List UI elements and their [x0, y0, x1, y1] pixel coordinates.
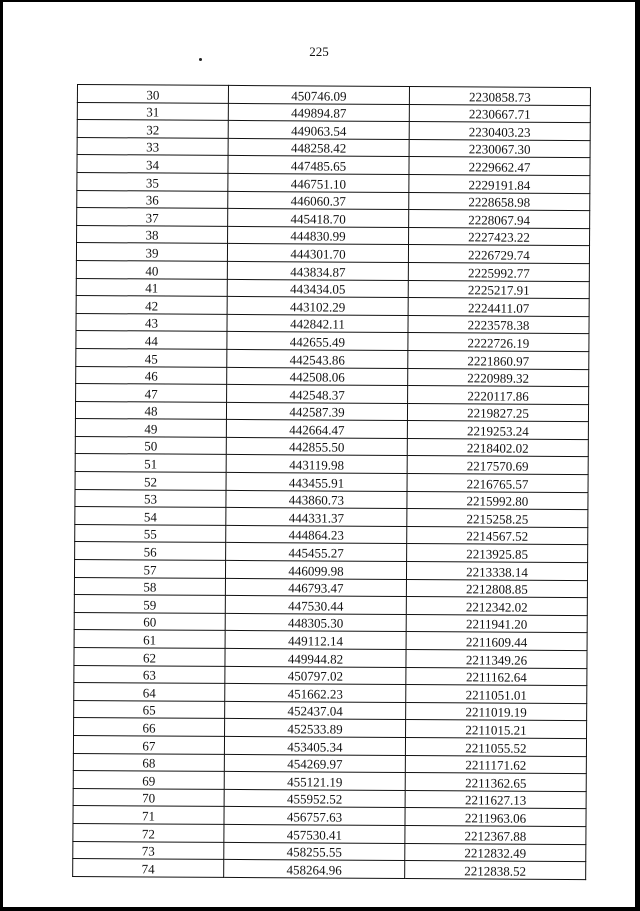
x-coordinate-cell: 456757.63 — [224, 807, 405, 826]
y-coordinate-cell: 2211609.44 — [406, 632, 587, 651]
point-number-cell: 68 — [73, 753, 224, 772]
y-coordinate-cell: 2229191.84 — [409, 174, 590, 193]
y-coordinate-cell: 2214567.52 — [407, 526, 588, 545]
y-coordinate-cell: 2222726.19 — [408, 333, 589, 352]
x-coordinate-cell: 450746.09 — [228, 85, 409, 104]
x-coordinate-cell: 448258.42 — [228, 138, 409, 157]
point-number-cell: 70 — [73, 788, 224, 807]
y-coordinate-cell: 2213925.85 — [407, 544, 588, 563]
point-number-cell: 47 — [76, 384, 227, 403]
point-number-cell: 72 — [73, 823, 224, 842]
x-coordinate-cell: 442587.39 — [226, 402, 407, 421]
x-coordinate-cell: 447485.65 — [228, 156, 409, 175]
y-coordinate-cell: 2225992.77 — [408, 262, 589, 281]
point-number-cell: 58 — [74, 577, 225, 596]
y-coordinate-cell: 2230067.30 — [409, 139, 590, 158]
x-coordinate-cell: 443119.98 — [226, 455, 407, 474]
point-number-cell: 31 — [77, 102, 228, 121]
y-coordinate-cell: 2211051.01 — [406, 685, 587, 704]
x-coordinate-cell: 443834.87 — [227, 261, 408, 280]
y-coordinate-cell: 2211019.19 — [406, 702, 587, 721]
point-number-cell: 38 — [77, 225, 228, 244]
y-coordinate-cell: 2211349.26 — [406, 650, 587, 669]
y-coordinate-cell: 2211362.65 — [405, 773, 586, 792]
y-coordinate-cell: 2223578.38 — [408, 315, 589, 334]
y-coordinate-cell: 2230403.23 — [409, 122, 590, 141]
point-number-cell: 52 — [75, 472, 226, 491]
coordinates-table-body — [73, 85, 591, 880]
point-number-cell: 66 — [74, 718, 225, 737]
y-coordinate-cell: 2216765.57 — [407, 474, 588, 493]
point-number-cell: 43 — [76, 313, 227, 332]
x-coordinate-cell: 450797.02 — [225, 666, 406, 685]
x-coordinate-cell: 445455.27 — [226, 543, 407, 562]
y-coordinate-cell: 2211055.52 — [405, 737, 586, 756]
y-coordinate-cell: 2211162.64 — [406, 667, 587, 686]
y-coordinate-cell: 2221860.97 — [408, 350, 589, 369]
x-coordinate-cell: 446751.10 — [228, 173, 409, 192]
table-row — [73, 859, 586, 880]
point-number-cell: 71 — [73, 806, 224, 825]
y-coordinate-cell: 2220117.86 — [408, 386, 589, 405]
y-coordinate-cell: 2226729.74 — [408, 245, 589, 264]
point-number-cell: 32 — [77, 120, 228, 139]
y-coordinate-cell: 2217570.69 — [407, 456, 588, 475]
y-coordinate-cell: 2212838.52 — [405, 861, 586, 880]
x-coordinate-cell: 448305.30 — [225, 613, 406, 632]
point-number-cell: 56 — [75, 542, 226, 561]
x-coordinate-cell: 443102.29 — [227, 297, 408, 316]
y-coordinate-cell: 2219253.24 — [407, 421, 588, 440]
x-coordinate-cell: 452533.89 — [225, 719, 406, 738]
x-coordinate-cell: 442508.06 — [227, 367, 408, 386]
point-number-cell: 35 — [77, 172, 228, 191]
x-coordinate-cell: 449112.14 — [225, 631, 406, 650]
x-coordinate-cell: 443455.91 — [226, 472, 407, 491]
point-number-cell: 51 — [75, 454, 226, 473]
point-number-cell: 63 — [74, 665, 225, 684]
point-number-cell: 41 — [76, 278, 227, 297]
y-coordinate-cell: 2211963.06 — [405, 808, 586, 827]
point-number-cell: 42 — [76, 296, 227, 315]
x-coordinate-cell: 449944.82 — [225, 648, 406, 667]
point-number-cell: 73 — [73, 841, 224, 860]
y-coordinate-cell: 2215992.80 — [407, 491, 588, 510]
y-coordinate-cell: 2211627.13 — [405, 790, 586, 809]
point-number-cell: 34 — [77, 155, 228, 174]
x-coordinate-cell: 449894.87 — [228, 103, 409, 122]
x-coordinate-cell: 442543.86 — [227, 349, 408, 368]
y-coordinate-cell: 2227423.22 — [409, 227, 590, 246]
page-number: 225 — [309, 44, 329, 59]
x-coordinate-cell: 442664.47 — [226, 420, 407, 439]
x-coordinate-cell: 446099.98 — [225, 560, 406, 579]
point-number-cell: 69 — [73, 771, 224, 790]
y-coordinate-cell: 2228658.98 — [409, 192, 590, 211]
point-number-cell: 53 — [75, 489, 226, 508]
y-coordinate-cell: 2219827.25 — [407, 403, 588, 422]
point-number-cell: 37 — [77, 208, 228, 227]
y-coordinate-cell: 2212367.88 — [405, 825, 586, 844]
point-number-cell: 54 — [75, 507, 226, 526]
point-number-cell: 61 — [74, 630, 225, 649]
y-coordinate-cell: 2212342.02 — [406, 597, 587, 616]
point-number-cell: 65 — [74, 700, 225, 719]
point-number-cell: 39 — [76, 243, 227, 262]
x-coordinate-cell: 444864.23 — [226, 525, 407, 544]
x-coordinate-cell: 453405.34 — [224, 736, 405, 755]
y-coordinate-cell: 2229662.47 — [409, 157, 590, 176]
x-coordinate-cell: 454269.97 — [224, 754, 405, 773]
x-coordinate-cell: 444331.37 — [226, 508, 407, 527]
y-coordinate-cell: 2212808.85 — [406, 579, 587, 598]
x-coordinate-cell: 457530.41 — [224, 824, 405, 843]
point-number-cell: 30 — [77, 85, 228, 104]
x-coordinate-cell: 455952.52 — [224, 789, 405, 808]
point-number-cell: 45 — [76, 348, 227, 367]
y-coordinate-cell: 2230667.71 — [409, 104, 590, 123]
y-coordinate-cell: 2228067.94 — [409, 210, 590, 229]
y-coordinate-cell: 2211941.20 — [406, 614, 587, 633]
y-coordinate-cell: 2224411.07 — [408, 298, 589, 317]
point-number-cell: 46 — [76, 366, 227, 385]
point-number-cell: 55 — [75, 524, 226, 543]
x-coordinate-cell: 455121.19 — [224, 772, 405, 791]
point-number-cell: 60 — [74, 612, 225, 631]
x-coordinate-cell: 458255.55 — [224, 842, 405, 861]
point-number-cell: 62 — [74, 647, 225, 666]
y-coordinate-cell: 2225217.91 — [408, 280, 589, 299]
point-number-cell: 57 — [74, 560, 225, 579]
scan-speck — [199, 58, 202, 61]
x-coordinate-cell: 442855.50 — [226, 437, 407, 456]
x-coordinate-cell: 458264.96 — [224, 860, 405, 879]
x-coordinate-cell: 445418.70 — [228, 209, 409, 228]
point-number-cell: 67 — [73, 735, 224, 754]
y-coordinate-cell: 2212832.49 — [405, 843, 586, 862]
point-number-cell: 48 — [75, 401, 226, 420]
point-number-cell: 74 — [73, 859, 224, 878]
document-page — [3, 2, 635, 907]
x-coordinate-cell: 444830.99 — [228, 226, 409, 245]
y-coordinate-cell: 2218402.02 — [407, 438, 588, 457]
y-coordinate-cell: 2211015.21 — [406, 720, 587, 739]
x-coordinate-cell: 442655.49 — [227, 332, 408, 351]
point-number-cell: 40 — [76, 260, 227, 279]
x-coordinate-cell: 444301.70 — [227, 244, 408, 263]
x-coordinate-cell: 446060.37 — [228, 191, 409, 210]
x-coordinate-cell: 447530.44 — [225, 596, 406, 615]
point-number-cell: 59 — [74, 595, 225, 614]
point-number-cell: 33 — [77, 137, 228, 156]
x-coordinate-cell: 442842.11 — [227, 314, 408, 333]
coordinates-table — [72, 84, 591, 880]
point-number-cell: 44 — [76, 331, 227, 350]
y-coordinate-cell: 2213338.14 — [406, 562, 587, 581]
x-coordinate-cell: 451662.23 — [225, 684, 406, 703]
point-number-cell: 64 — [74, 683, 225, 702]
x-coordinate-cell: 449063.54 — [228, 121, 409, 140]
x-coordinate-cell: 442548.37 — [227, 385, 408, 404]
x-coordinate-cell: 443860.73 — [226, 490, 407, 509]
point-number-cell: 36 — [77, 190, 228, 209]
y-coordinate-cell: 2215258.25 — [407, 509, 588, 528]
x-coordinate-cell: 446793.47 — [225, 578, 406, 597]
y-coordinate-cell: 2230858.73 — [409, 87, 590, 106]
y-coordinate-cell: 2220989.32 — [408, 368, 589, 387]
x-coordinate-cell: 443434.05 — [227, 279, 408, 298]
y-coordinate-cell: 2211171.62 — [405, 755, 586, 774]
point-number-cell: 50 — [75, 436, 226, 455]
point-number-cell: 49 — [75, 419, 226, 438]
x-coordinate-cell: 452437.04 — [225, 701, 406, 720]
